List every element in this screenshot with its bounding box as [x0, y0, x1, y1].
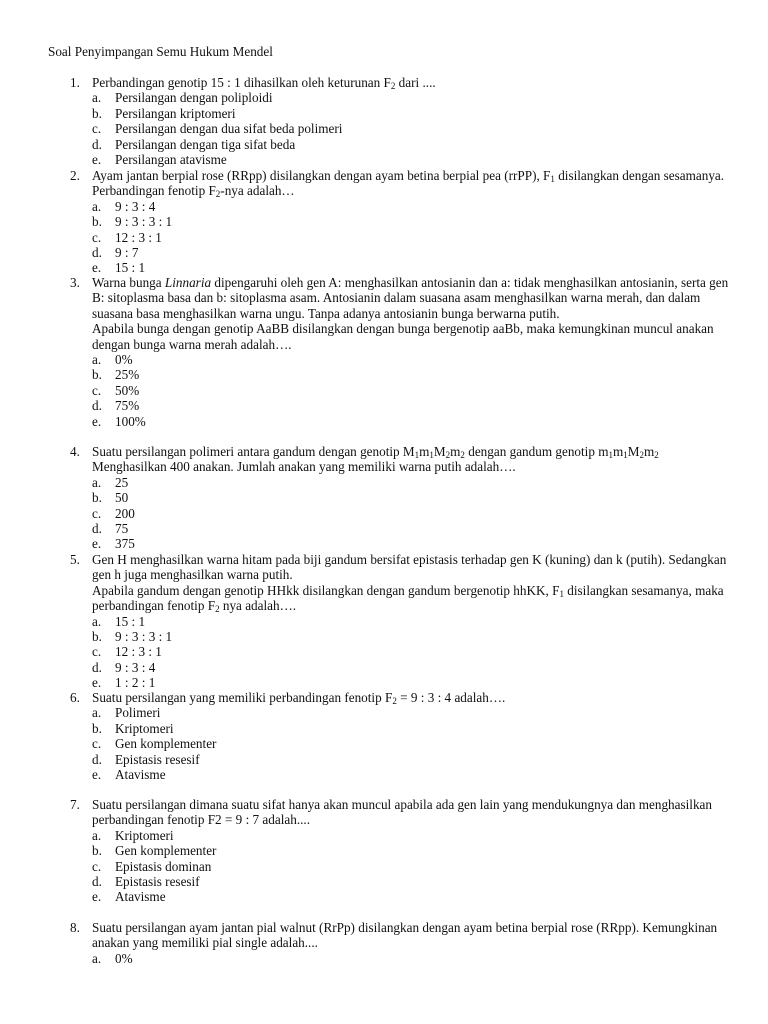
option-letter: b.	[92, 843, 102, 859]
question-number: 6.	[70, 690, 80, 705]
option-letter: b.	[92, 720, 102, 736]
answer-option-e	[92, 675, 730, 690]
option-text: Persilangan dengan tiga sifat beda	[115, 136, 296, 152]
option-text: 375	[115, 536, 135, 552]
option-letter: e.	[92, 536, 102, 552]
answer-option-e	[92, 889, 730, 904]
answer-option-e	[92, 767, 730, 782]
answer-option-e	[92, 260, 730, 275]
option-letter: a.	[92, 198, 102, 214]
option-text: 0%	[115, 352, 133, 368]
option-letter: d.	[92, 873, 102, 889]
question-5	[70, 552, 730, 691]
option-list	[92, 199, 730, 276]
answer-option-b	[92, 721, 730, 736]
option-letter: d.	[92, 398, 102, 414]
question-text-2: Apabila bunga dengan genotip AaBB disilangkan dengan bunga bergenotip aaBb, maka kemungkinan muncul anakan dengan bunga warna merah adalah….	[92, 321, 714, 352]
answer-option-d	[92, 660, 730, 675]
answer-option-c	[92, 230, 730, 245]
option-text: 50%	[115, 382, 140, 398]
option-letter: c.	[92, 858, 102, 874]
option-letter: e.	[92, 889, 102, 905]
option-text: Epistasis dominan	[115, 858, 212, 874]
option-list	[92, 951, 730, 966]
option-text: 75	[115, 520, 129, 536]
option-text: Persilangan dengan dua sifat beda polimeri	[115, 121, 343, 137]
answer-option-d	[92, 398, 730, 413]
answer-option-b	[92, 629, 730, 644]
answer-option-a	[92, 475, 730, 490]
option-letter: b.	[92, 214, 102, 230]
option-letter: d.	[92, 136, 102, 152]
answer-option-b	[92, 490, 730, 505]
option-list	[92, 475, 730, 552]
option-text: Atavisme	[115, 766, 166, 782]
option-letter: e.	[92, 766, 102, 782]
option-text: 12 : 3 : 1	[115, 644, 162, 660]
option-text: 25%	[115, 367, 140, 383]
option-text: 12 : 3 : 1	[115, 229, 162, 245]
answer-option-d	[92, 137, 730, 152]
question-3	[70, 275, 730, 429]
option-text: 200	[115, 505, 135, 521]
answer-option-d	[92, 521, 730, 536]
option-letter: e.	[92, 151, 102, 167]
answer-option-a	[92, 614, 730, 629]
option-letter: c.	[92, 736, 102, 752]
option-text: 50	[115, 490, 129, 506]
option-letter: c.	[92, 382, 102, 398]
option-list	[92, 705, 730, 782]
option-letter: a.	[92, 352, 102, 368]
answer-option-e	[92, 152, 730, 167]
option-letter: b.	[92, 105, 102, 121]
option-letter: c.	[92, 229, 102, 245]
option-text: 15 : 1	[115, 260, 146, 276]
answer-option-a	[92, 199, 730, 214]
option-text: 1 : 2 : 1	[115, 675, 156, 691]
question-number: 3.	[70, 275, 80, 290]
question-text: Gen H menghasilkan warna hitam pada biji gandum bersifat epistasis terhadap gen K (kuning) dan k (putih). Sedangkan gen h juga menghasilkan warna putih.	[92, 552, 727, 583]
option-text: Atavisme	[115, 889, 166, 905]
option-letter: b.	[92, 367, 102, 383]
question-4	[70, 444, 730, 552]
question-7	[70, 797, 730, 905]
option-letter: d.	[92, 751, 102, 767]
option-text: 9 : 7	[115, 244, 139, 260]
answer-option-c	[92, 644, 730, 659]
option-text: Epistasis resesif	[115, 873, 200, 889]
option-letter: e.	[92, 260, 102, 276]
option-letter: a.	[92, 950, 102, 966]
question-8	[70, 920, 730, 966]
option-text: 75%	[115, 398, 140, 414]
question-number: 5.	[70, 552, 80, 567]
answer-option-a	[92, 352, 730, 367]
answer-option-b	[92, 367, 730, 382]
option-text: Polimeri	[115, 705, 161, 721]
answer-option-a	[92, 90, 730, 105]
option-letter: b.	[92, 490, 102, 506]
option-letter: d.	[92, 659, 102, 675]
answer-option-e	[92, 414, 730, 429]
option-letter: a.	[92, 474, 102, 490]
question-text: Ayam jantan berpial rose (RRpp) disilangkan dengan ayam betina berpial pea (rrPP), $F_1$ disilangkan dengan sesamanya. Perbandingan fenotip $F_2$-nya adalah…	[92, 168, 725, 200]
option-letter: c.	[92, 121, 102, 137]
option-letter: c.	[92, 644, 102, 660]
option-list	[92, 90, 730, 167]
answer-option-c	[92, 506, 730, 521]
question-text: Suatu persilangan polimeri antara gandum dengan genotip $M_1m_1M_2m_2$ dengan gandum genotip $m_1m_1M_2m_2$ Menghasilkan 400 anakan. Jumlah anakan yang memiliki warna putih adalah….	[92, 444, 659, 475]
option-text: 25	[115, 474, 129, 490]
answer-option-b	[92, 843, 730, 858]
question-text-2: Apabila gandum dengan genotip HHkk disilangkan dengan gandum bergenotip hhKK, $F_1$ disilangkan sesamanya, maka perbandingan fenotip $F_2$ nya adalah….	[92, 582, 724, 615]
question-text: Warna bunga Linnaria dipengaruhi oleh gen A: menghasilkan antosianin dan a: tidak menghasilkan antosianin, serta gen B: sitoplasma basa dan b: sitoplasma asam. Antosianin dalam suasana asam menghasilkan warna merah, dan dalam suasana basa menghasilkan warna ungu. Tanpa adanya antosianin bunga berwarna putih.	[92, 275, 729, 321]
option-text: Gen komplementer	[115, 843, 217, 859]
answer-option-d	[92, 874, 730, 889]
answer-option-c	[92, 736, 730, 751]
question-number: 4.	[70, 444, 80, 459]
answer-option-a	[92, 951, 730, 966]
option-text: Persilangan kriptomeri	[115, 105, 236, 121]
question-1	[70, 75, 730, 167]
answer-option-d	[92, 245, 730, 260]
option-letter: b.	[92, 629, 102, 645]
answer-option-b	[92, 214, 730, 229]
option-text: Epistasis resesif	[115, 751, 200, 767]
question-number: 2.	[70, 168, 80, 183]
answer-option-c	[92, 121, 730, 136]
question-6	[70, 690, 730, 782]
option-letter: d.	[92, 244, 102, 260]
option-letter: a.	[92, 827, 102, 843]
option-text: Persilangan dengan poliploidi	[115, 90, 273, 106]
option-text: 9 : 3 : 4	[115, 198, 156, 214]
option-list	[92, 614, 730, 691]
option-text: 100%	[115, 413, 146, 429]
species-name: Linnaria	[164, 275, 212, 290]
question-number: 8.	[70, 920, 80, 935]
answer-option-e	[92, 536, 730, 551]
option-letter: c.	[92, 505, 102, 521]
option-text: Gen komplementer	[115, 736, 217, 752]
option-text: 9 : 3 : 3 : 1	[115, 629, 173, 645]
option-text: Persilangan atavisme	[115, 151, 227, 167]
question-number: 7.	[70, 797, 80, 812]
question-text: Suatu persilangan ayam jantan pial walnut (RrPp) disilangkan dengan ayam betina berpial rose (RRpp). Kemungkinan anakan yang memiliki pial single adalah....	[92, 920, 718, 951]
option-text: Kriptomeri	[115, 720, 174, 736]
answer-option-b	[92, 106, 730, 121]
option-list	[92, 352, 730, 429]
option-text: 9 : 3 : 4	[115, 659, 156, 675]
option-letter: a.	[92, 90, 102, 106]
question-2	[70, 168, 730, 276]
option-letter: a.	[92, 613, 102, 629]
option-letter: e.	[92, 413, 102, 429]
option-letter: e.	[92, 675, 102, 691]
question-text: Suatu persilangan dimana suatu sifat hanya akan muncul apabila ada gen lain yang mendukungnya dan menghasilkan perbandingan fenotip F2 = 9 : 7 adalah....	[92, 797, 712, 828]
option-list	[92, 828, 730, 905]
option-text: Kriptomeri	[115, 827, 174, 843]
option-text: 9 : 3 : 3 : 1	[115, 214, 173, 230]
answer-option-c	[92, 859, 730, 874]
question-text: Perbandingan genotip 15 : 1 dihasilkan oleh keturunan $F_2$ dari ....	[92, 75, 436, 91]
document-title: Soal Penyimpangan Semu Hukum Mendel	[48, 44, 273, 59]
option-text: 15 : 1	[115, 613, 146, 629]
question-text: Suatu persilangan yang memiliki perbandingan fenotip $F_2 = 9$ : 3 : 4 adalah….	[92, 690, 506, 706]
option-text: 0%	[115, 950, 133, 966]
option-letter: d.	[92, 520, 102, 536]
option-letter: a.	[92, 705, 102, 721]
answer-option-a	[92, 705, 730, 720]
question-number: 1.	[70, 75, 80, 90]
answer-option-d	[92, 752, 730, 767]
answer-option-c	[92, 383, 730, 398]
answer-option-a	[92, 828, 730, 843]
